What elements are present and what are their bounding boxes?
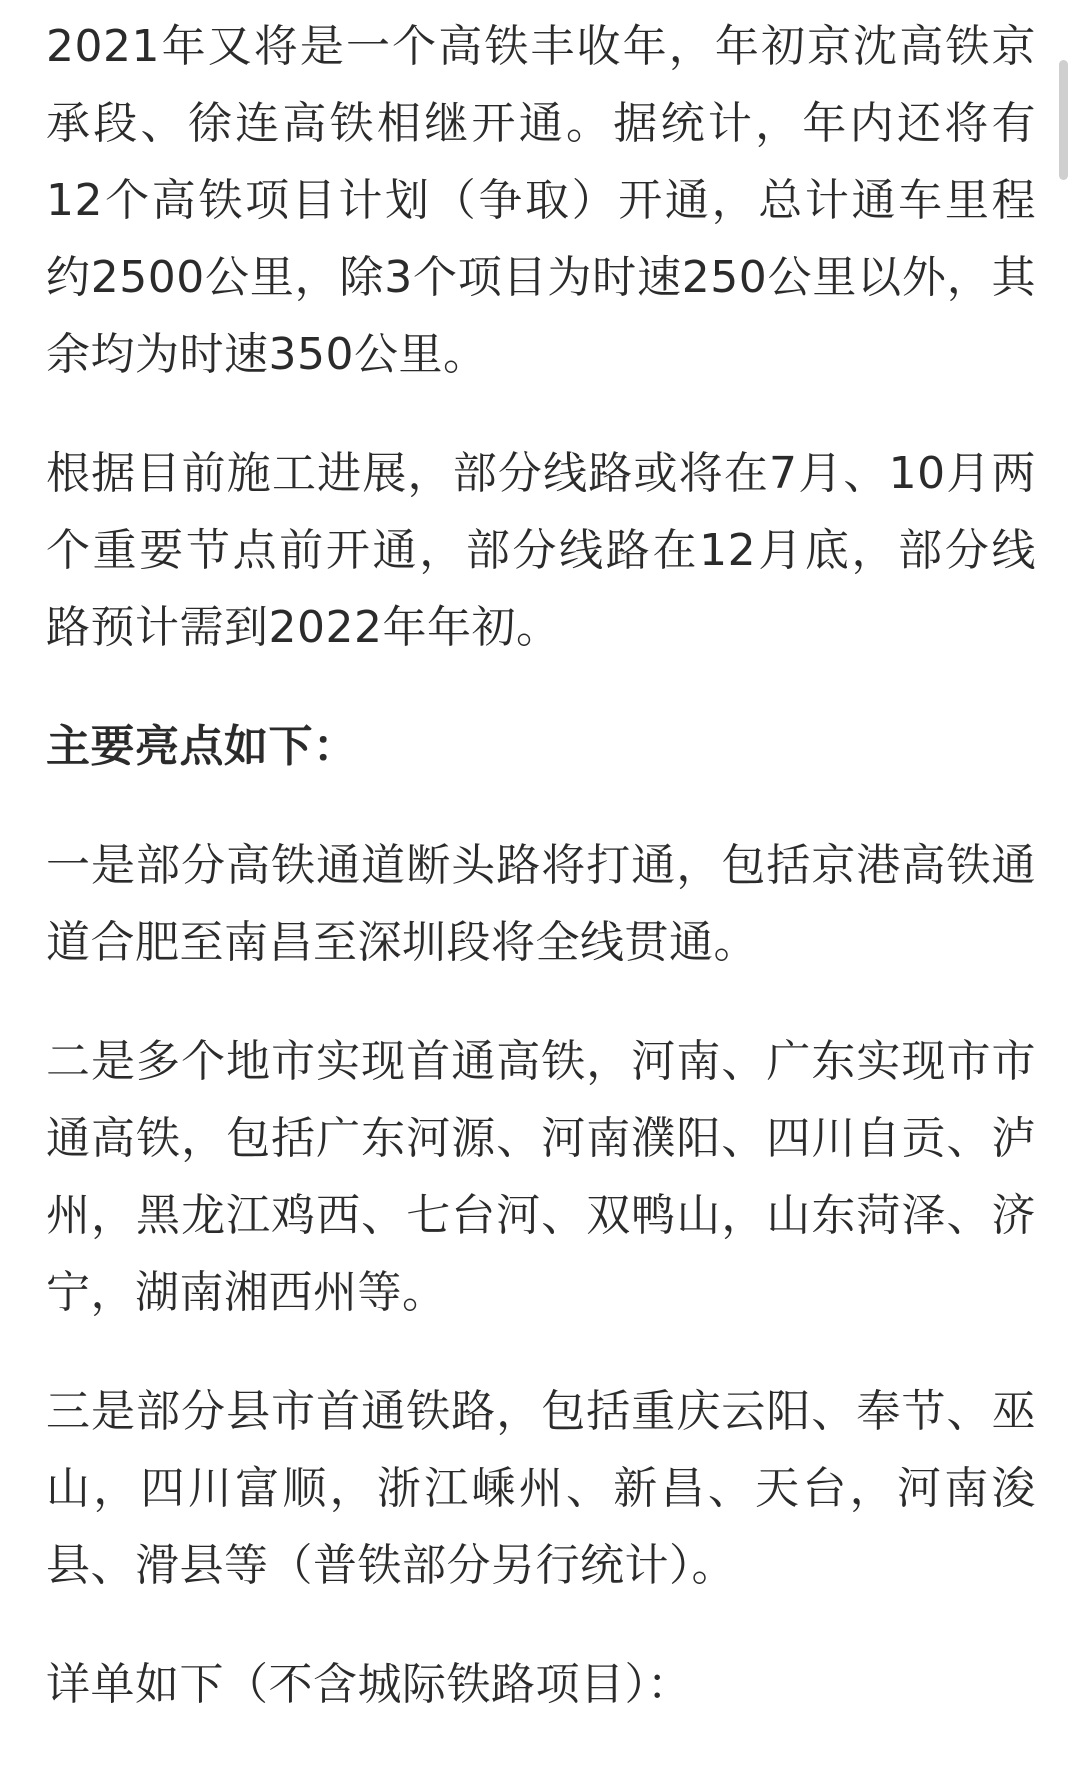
- paragraph-highlight-one: 一是部分高铁通道断头路将打通，包括京港高铁通道合肥至南昌至深圳段将全线贯通。: [46, 840, 1036, 968]
- paragraph-highlight-three: 三是部分县市首通铁路，包括重庆云阳、奉节、巫山，四川富顺，浙江嵊州、新昌、天台，河南浚县、滑县等（普铁部分另行统计）。: [46, 1386, 1036, 1591]
- paragraph-progress: 根据目前施工进展，部分线路或将在7月、10月两个重要节点前开通，部分线路在12月底，部分线路预计需到2022年年初。: [46, 448, 1036, 653]
- scrollbar-thumb[interactable]: [1059, 60, 1068, 180]
- article-body: [46, 8, 1036, 1765]
- paragraph-details-intro: 详单如下（不含城际铁路项目）：: [46, 1659, 692, 1710]
- section-heading-highlights: 主要亮点如下：: [46, 721, 358, 772]
- paragraph-intro: 2021年又将是一个高铁丰收年，年初京沈高铁京承段、徐连高铁相继开通。据统计，年内还将有12个高铁项目计划（争取）开通，总计通车里程约2500公里，除3个项目为时速250公里以外，其余均为时速350公里。: [46, 21, 1036, 380]
- paragraph-highlight-two: 二是多个地市实现首通高铁，河南、广东实现市市通高铁，包括广东河源、河南濮阳、四川自贡、泸州，黑龙江鸡西、七台河、双鸭山，山东菏泽、济宁，湖南湘西州等。: [46, 1036, 1036, 1318]
